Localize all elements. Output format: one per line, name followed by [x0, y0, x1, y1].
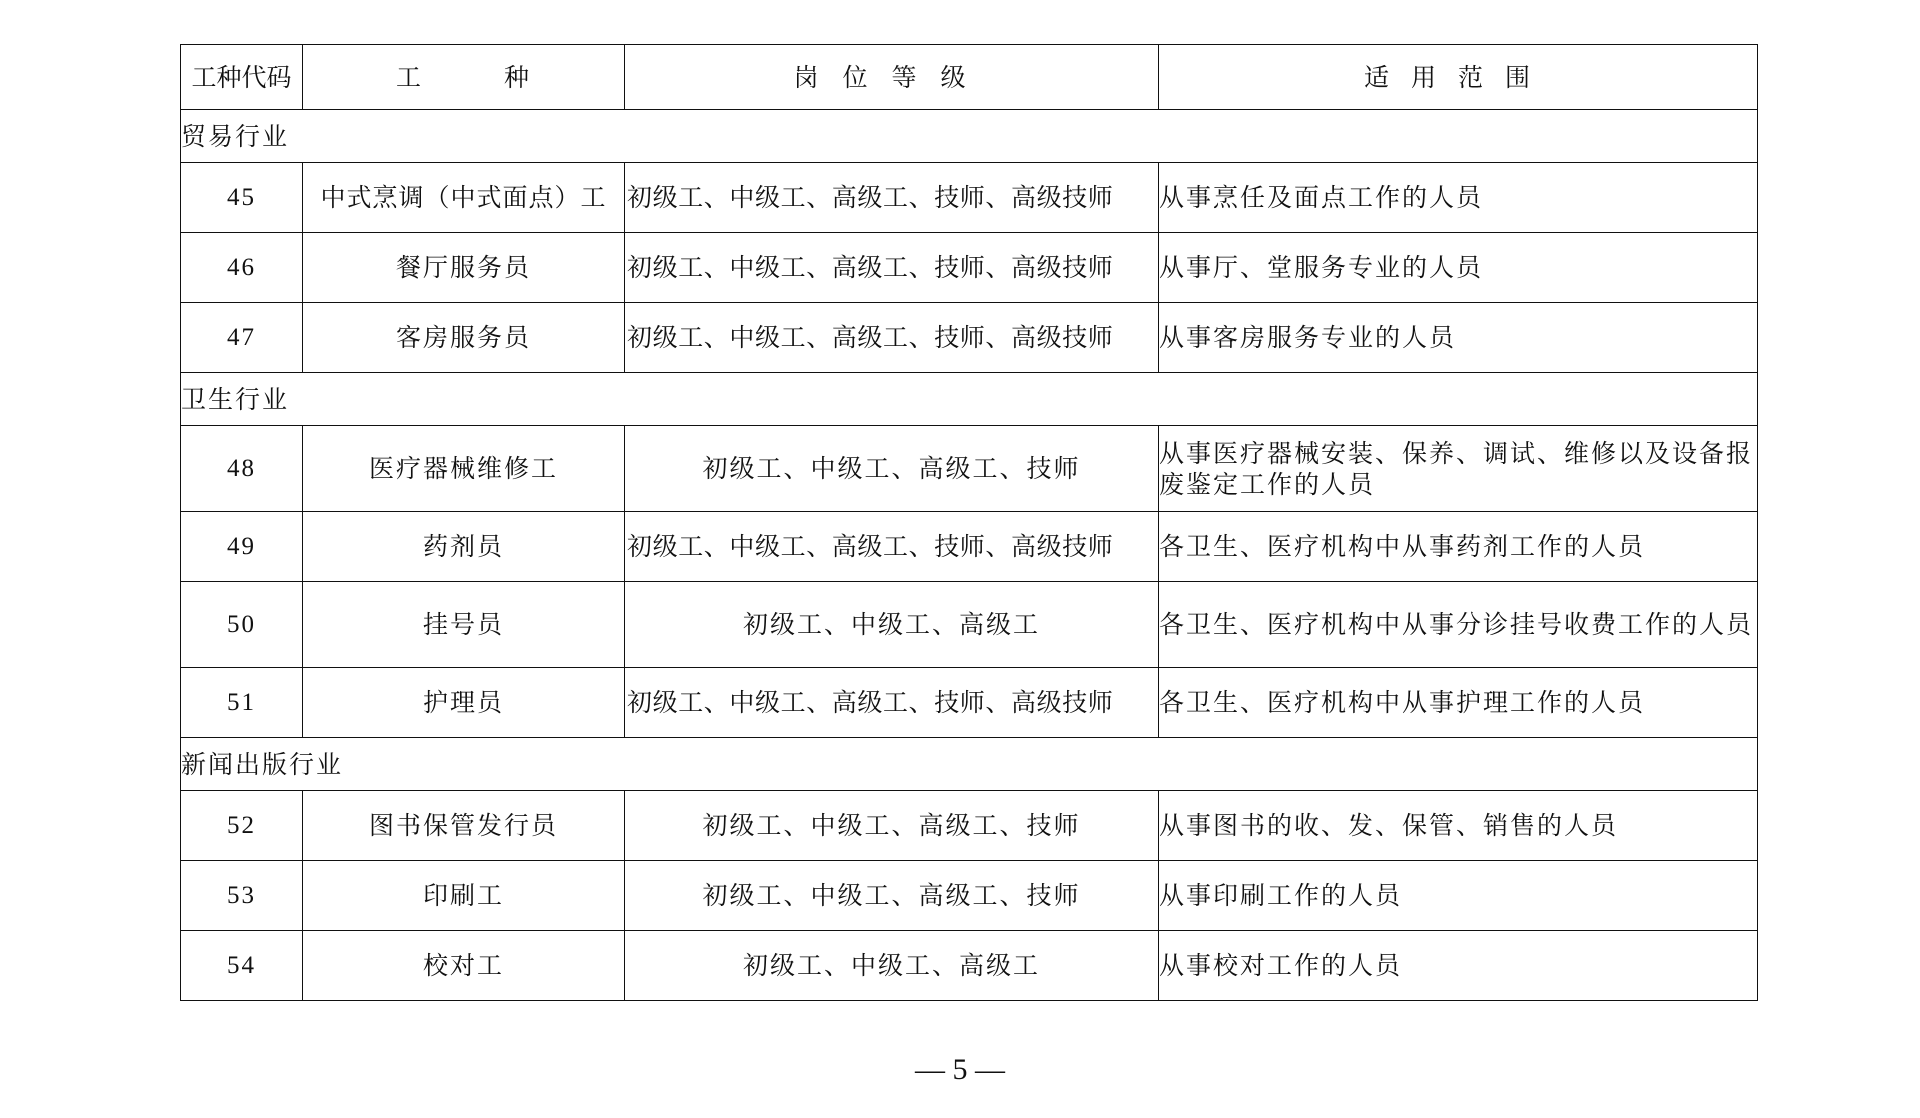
job-scope: 从事烹任及面点工作的人员 — [1159, 163, 1758, 233]
job-scope: 各卫生、医疗机构中从事护理工作的人员 — [1159, 668, 1758, 738]
occupation-table — [180, 44, 1758, 1001]
job-code: 48 — [181, 426, 303, 512]
table-row — [181, 163, 1758, 233]
job-code: 49 — [181, 512, 303, 582]
job-level: 初级工、中级工、高级工 — [625, 931, 1159, 1001]
section-row — [181, 110, 1758, 163]
table-row — [181, 233, 1758, 303]
job-level: 初级工、中级工、高级工、技师、高级技师 — [625, 668, 1159, 738]
table-row — [181, 512, 1758, 582]
job-code: 47 — [181, 303, 303, 373]
table-row — [181, 791, 1758, 861]
table-row — [181, 582, 1758, 668]
section-row — [181, 738, 1758, 791]
job-scope: 从事图书的收、发、保管、销售的人员 — [1159, 791, 1758, 861]
header-level: 岗位等级 — [625, 45, 1159, 110]
table-row — [181, 861, 1758, 931]
job-level: 初级工、中级工、高级工、技师、高级技师 — [625, 512, 1159, 582]
section-row — [181, 373, 1758, 426]
job-level: 初级工、中级工、高级工、技师 — [625, 861, 1159, 931]
job-scope: 从事印刷工作的人员 — [1159, 861, 1758, 931]
job-code: 54 — [181, 931, 303, 1001]
section-title: 卫生行业 — [181, 373, 1758, 426]
job-code: 50 — [181, 582, 303, 668]
table-row — [181, 668, 1758, 738]
table-row — [181, 426, 1758, 512]
job-code: 51 — [181, 668, 303, 738]
job-scope: 从事厅、堂服务专业的人员 — [1159, 233, 1758, 303]
job-level: 初级工、中级工、高级工、技师 — [625, 426, 1159, 512]
job-name: 医疗器械维修工 — [303, 426, 625, 512]
section-title: 贸易行业 — [181, 110, 1758, 163]
header-code: 工种代码 — [181, 45, 303, 110]
job-name: 中式烹调（中式面点）工 — [303, 163, 625, 233]
job-level: 初级工、中级工、高级工、技师 — [625, 791, 1159, 861]
table-row — [181, 931, 1758, 1001]
job-name: 药剂员 — [303, 512, 625, 582]
job-name: 印刷工 — [303, 861, 625, 931]
job-scope: 从事客房服务专业的人员 — [1159, 303, 1758, 373]
page-number: — 5 — — [915, 1053, 1005, 1086]
job-level: 初级工、中级工、高级工、技师、高级技师 — [625, 163, 1159, 233]
job-name: 护理员 — [303, 668, 625, 738]
header-scope: 适用范围 — [1159, 45, 1758, 110]
job-code: 52 — [181, 791, 303, 861]
table-row — [181, 303, 1758, 373]
job-code: 46 — [181, 233, 303, 303]
job-name: 图书保管发行员 — [303, 791, 625, 861]
job-code: 53 — [181, 861, 303, 931]
job-name: 客房服务员 — [303, 303, 625, 373]
header-type: 工 种 — [303, 45, 625, 110]
job-name: 挂号员 — [303, 582, 625, 668]
job-level: 初级工、中级工、高级工、技师、高级技师 — [625, 233, 1159, 303]
job-scope: 各卫生、医疗机构中从事分诊挂号收费工作的人员 — [1159, 582, 1758, 668]
job-level: 初级工、中级工、高级工 — [625, 582, 1159, 668]
job-name: 校对工 — [303, 931, 625, 1001]
job-level: 初级工、中级工、高级工、技师、高级技师 — [625, 303, 1159, 373]
section-title: 新闻出版行业 — [181, 738, 1758, 791]
table-header-row — [181, 45, 1758, 110]
job-code: 45 — [181, 163, 303, 233]
job-scope: 各卫生、医疗机构中从事药剂工作的人员 — [1159, 512, 1758, 582]
job-scope: 从事医疗器械安装、保养、调试、维修以及设备报废鉴定工作的人员 — [1159, 426, 1758, 512]
job-scope: 从事校对工作的人员 — [1159, 931, 1758, 1001]
job-name: 餐厅服务员 — [303, 233, 625, 303]
